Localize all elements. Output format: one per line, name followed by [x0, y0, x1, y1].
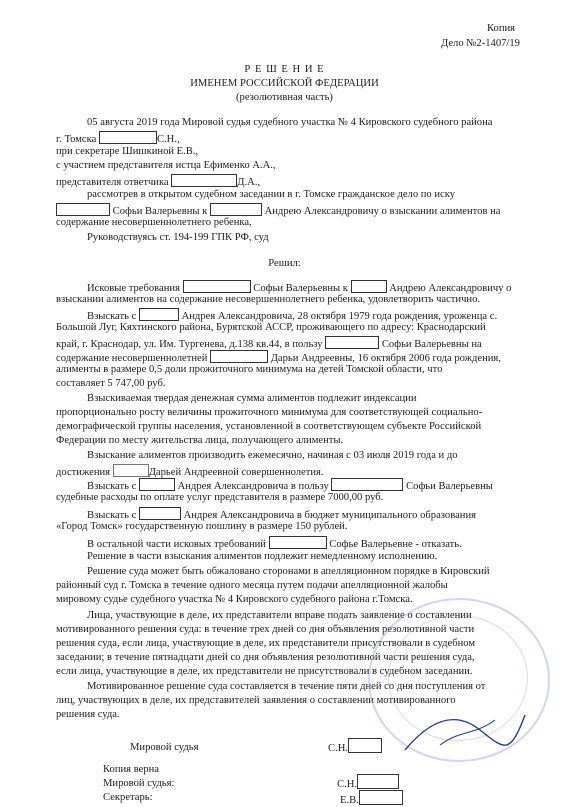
- paragraph-line: лиц, участвующих в деле, их представителей заявления о составлении мотивированного: [56, 695, 456, 706]
- intro-line: 05 августа 2019 года Мировой судья судебного участка № 4 Кировского судебного района: [87, 117, 493, 128]
- paragraph-line: решения суда, если лица, участвующие в деле, их представители присутствовали в судебном: [56, 638, 476, 649]
- paragraph-line: Исковые требования Софьи Валерьевны к Андрею Александровичу о: [87, 280, 511, 294]
- redaction-box: [210, 203, 262, 216]
- paragraph-line: Взыскиваемая твердая денежная сумма алиментов подлежит индексации: [87, 393, 417, 404]
- paragraph-line: заседании; в течение пятнадцати дней со дня объявления резолютивной части решения суда,: [56, 652, 475, 663]
- paragraph-line: край, г. Краснодар, ул. Им. Тургенева, д.138 кв.44, в пользу Софьи Валерьевны на: [56, 336, 482, 350]
- paragraph-line: содержание несовершеннолетней Дарьи Андреевны, 16 октября 2006 года рождения,: [56, 350, 501, 364]
- case-number: Дело №2-1407/19: [441, 38, 520, 49]
- paragraph-line: районный суд г. Томска в течение одного месяца путем подачи апелляционной жалобы: [56, 580, 448, 591]
- intro-line: представителя ответчика Д.А.,: [56, 174, 260, 188]
- signature-scribble: [400, 700, 530, 760]
- redaction-box: [348, 738, 382, 753]
- document-title: Р Е Ш Е Н И Е: [244, 64, 325, 75]
- paragraph-line: Взыскать с Андрея Александровича, 28 октября 1979 года рождения, уроженца с.: [87, 308, 497, 322]
- redaction-box: [139, 478, 175, 491]
- paragraph-line: В остальной части исковых требований Софье Валерьевне - отказать.: [87, 536, 462, 550]
- secretary-label: Секретарь:: [103, 792, 153, 803]
- paragraph-line: Большой Луг, Кяхтинского района, Бурятской АССР, проживающего по адресу: Краснодарский: [56, 322, 486, 333]
- paragraph-line: судебные расходы по оплате услуг представителя в размере 7000,00 руб.: [56, 492, 384, 503]
- redaction-box: [139, 308, 179, 321]
- paragraph-line: составляет 5 747,00 руб.: [56, 378, 166, 389]
- intro-line: г. Томска С.Н.,: [56, 131, 180, 145]
- redaction-box: [351, 280, 387, 293]
- decided-heading: Решил:: [268, 258, 301, 269]
- paragraph-line: взыскании алиментов на содержание несовершеннолетнего ребенка, удовлетворить частично.: [56, 294, 481, 305]
- intro-line: Руководствуясь ст. 194-199 ГПК РФ, суд: [87, 232, 269, 243]
- paragraph-line: алименты в размере 0,5 доли прожиточного минимума на детей Томской области, что: [56, 364, 443, 375]
- redaction-box: [269, 536, 327, 549]
- document-subtitle: ИМЕНЕМ РОССИЙСКОЙ ФЕДЕРАЦИИ: [190, 78, 379, 89]
- paragraph-line: Решение в части взыскания алиментов подлежит немедленному исполнению.: [87, 551, 438, 562]
- paragraph-line: Федерации по месту жительства лица, получающего алименты.: [56, 435, 344, 446]
- paragraph-line: мотивированного решения суда: в течение трех дней со дня объявления резолютивной части: [56, 624, 475, 635]
- redaction-box: [99, 131, 157, 144]
- intro-line: рассмотрев в открытом судебном заседании в г. Томске гражданское дело по иску: [87, 189, 456, 200]
- intro-line: содержание несовершеннолетнего ребенка,: [56, 217, 252, 228]
- redaction-box: [325, 336, 379, 349]
- judge-initials-2: С.Н.: [337, 774, 399, 790]
- redaction-box: [359, 790, 403, 805]
- judge-label: Мировой судья: [130, 742, 199, 753]
- intro-line: Софьи Валерьевны к Андрею Александровичу о взыскании алиментов на: [56, 203, 500, 217]
- redaction-box: [331, 478, 403, 491]
- paragraph-line: Взыскание алиментов производить ежемесячно, начиная с 03 июля 2019 года и до: [87, 450, 458, 461]
- redaction-box: [210, 350, 268, 363]
- redaction-box: [139, 507, 181, 520]
- paragraph-line: демографической группы населения, установленной в соответствующем субъекте Российской: [56, 421, 482, 432]
- intro-line: при секретаре Шишкиной Е.В.,: [56, 146, 199, 157]
- copy-label: Копия: [487, 23, 516, 34]
- redaction-box: [113, 464, 149, 477]
- paragraph-line: «Город Томск» государственную пошлину в размере 150 рублей.: [56, 521, 348, 532]
- paragraph-line: Мотивированное решение суда составляется в течение пяти дней со дня поступления от: [87, 681, 486, 692]
- paragraph-line: достижения Дарьей Андреевной совершеннолетия.: [56, 464, 324, 478]
- redaction-box: [56, 203, 110, 216]
- paragraph-line: Лица, участвующие в деле, их представители вправе подать заявление о составлении: [87, 610, 472, 621]
- paragraph-line: Взыскать с Андрея Александровича в бюджет муниципального образования: [87, 507, 476, 521]
- redaction-box: [183, 280, 251, 293]
- paragraph-line: мировому судье судебного участка № 4 Кировского судебного района г.Томска.: [56, 594, 413, 605]
- judge-initials: С.Н.: [328, 738, 382, 754]
- paragraph-line: решения суда.: [56, 709, 120, 720]
- paragraph-line: Взыскать с Андрея Александровича в пользу Софьи Валерьевны: [87, 478, 493, 492]
- secretary-initials: Е.В.: [340, 790, 403, 806]
- paragraph-line: если лица, участвующие в деле, их представители не присутствовали в судебном заседании.: [56, 666, 473, 677]
- paragraph-line: Решение суда может быть обжаловано сторонами в апелляционном порядке в Кировский: [87, 566, 490, 577]
- redaction-box: [357, 774, 399, 789]
- paragraph-line: пропорционально росту величины прожиточного минимума для соответствующей социально-: [56, 407, 483, 418]
- redaction-box: [171, 174, 237, 187]
- document-part: (резолютивная часть): [236, 92, 333, 103]
- intro-line: с участием представителя истца Ефименко А.А.,: [56, 160, 276, 171]
- copy-verified-label: Копия верна: [103, 764, 160, 775]
- judge-label-2: Мировой судья:: [103, 778, 175, 789]
